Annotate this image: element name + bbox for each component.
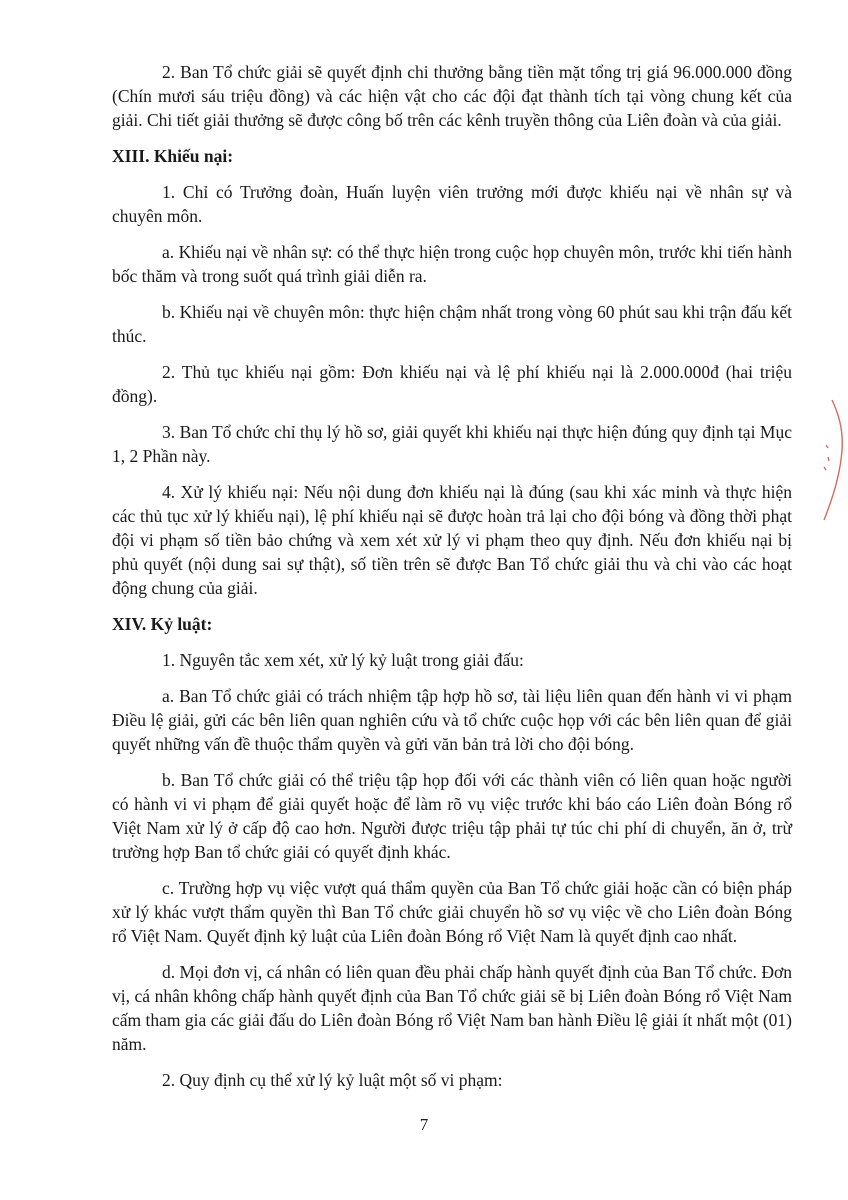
paragraph: d. Mọi đơn vị, cá nhân có liên quan đều phải chấp hành quyết định của Ban Tổ chức. Đơn vị, cá nhân không chấp hành quyết định của Ban Tổ chức giải sẽ bị Liên đoàn Bóng rổ Việt Nam cấm tham gia các giải đấu do Liên đoàn Bóng rổ Việt Nam ban hành Điều lệ giải ít nhất một (01) năm. <box>112 962 792 1054</box>
paragraph: a. Ban Tổ chức giải có trách nhiệm tập hợp hồ sơ, tài liệu liên quan đến hành vi vi phạm Điều lệ giải, gửi các bên liên quan nghiên cứu và tổ chức cuộc họp với các bên liên quan để giải quyết những vấn đề thuộc thẩm quyền và gửi văn bản trả lời cho đội bóng. <box>112 686 792 754</box>
stamp-edge-mark <box>804 395 844 525</box>
section-heading-khieu-nai: XIII. Khiếu nại: <box>112 146 234 166</box>
paragraph: 2. Quy định cụ thể xử lý kỷ luật một số vi phạm: <box>162 1070 503 1090</box>
paragraph: 1. Nguyên tắc xem xét, xử lý kỷ luật trong giải đấu: <box>162 650 524 670</box>
paragraph: 3. Ban Tổ chức chỉ thụ lý hồ sơ, giải quyết khi khiếu nại thực hiện đúng quy định tại Mục 1, 2 Phần này. <box>112 422 792 466</box>
document-body <box>112 60 792 1104</box>
paragraph: a. Khiếu nại về nhân sự: có thể thực hiện trong cuộc họp chuyên môn, trước khi tiến hành bốc thăm và trong suốt quá trình giải diễn ra. <box>112 242 792 286</box>
paragraph: 2. Ban Tổ chức giải sẽ quyết định chi thưởng bằng tiền mặt tổng trị giá 96.000.000 đồng (Chín mươi sáu triệu đồng) và các hiện vật cho các đội đạt thành tích tại vòng chung kết của giải. Chi tiết giải thưởng sẽ được công bố trên các kênh truyền thông của Liên đoàn và của giải. <box>112 62 792 130</box>
paragraph: 2. Thủ tục khiếu nại gồm: Đơn khiếu nại và lệ phí khiếu nại là 2.000.000đ (hai triệu đồng). <box>112 362 792 406</box>
paragraph: b. Ban Tổ chức giải có thể triệu tập họp đối với các thành viên có liên quan hoặc người có hành vi vi phạm để giải quyết hoặc để làm rõ vụ việc trước khi báo cáo Liên đoàn Bóng rổ Việt Nam xử lý ở cấp độ cao hơn. Người được triệu tập phải tự túc chi phí di chuyển, ăn ở, trừ trường hợp Ban tổ chức giải có quyết định khác. <box>112 770 792 862</box>
page-number: 7 <box>419 1115 429 1134</box>
paragraph: 1. Chỉ có Trưởng đoàn, Huấn luyện viên trưởng mới được khiếu nại về nhân sự và chuyên môn. <box>112 182 792 226</box>
section-heading-ky-luat: XIV. Kỷ luật: <box>112 614 213 634</box>
paragraph: c. Trường hợp vụ việc vượt quá thẩm quyền của Ban Tổ chức giải hoặc cần có biện pháp xử lý khác vượt thẩm quyền thì Ban Tổ chức giải chuyển hồ sơ vụ việc về cho Liên đoàn Bóng rổ Việt Nam. Quyết định kỷ luật của Liên đoàn Bóng rổ Việt Nam là quyết định cao nhất. <box>112 878 792 946</box>
paragraph: b. Khiếu nại về chuyên môn: thực hiện chậm nhất trong vòng 60 phút sau khi trận đấu kết thúc. <box>112 302 792 346</box>
paragraph: 4. Xử lý khiếu nại: Nếu nội dung đơn khiếu nại là đúng (sau khi xác minh và thực hiện các thủ tục xử lý khiếu nại), lệ phí khiếu nại sẽ được hoàn trả lại cho đội bóng và đồng thời phạt đội vi phạm số tiền bảo chứng và xem xét xử lý vi phạm theo quy định. Nếu đơn khiếu nại bị phủ quyết (nội dung sai sự thật), số tiền trên sẽ được Ban Tổ chức giải thu và chi vào các hoạt động chung của giải. <box>112 482 792 598</box>
